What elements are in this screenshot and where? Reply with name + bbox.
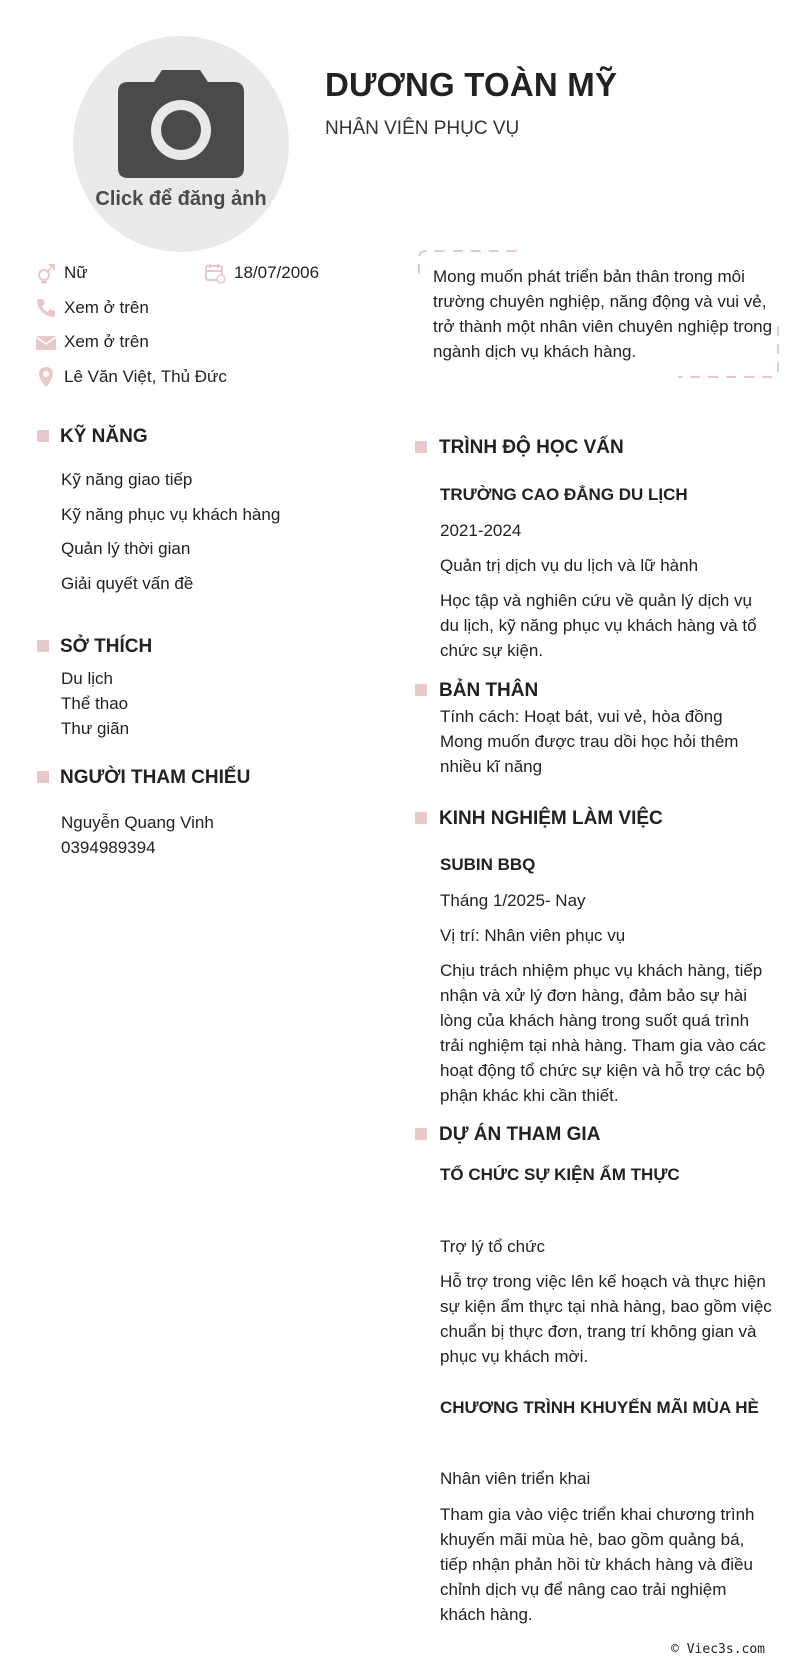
reference-phone: 0394989394 (61, 838, 156, 857)
hobby-item: Thư giãn (61, 719, 130, 738)
camera-icon (116, 68, 246, 180)
reference-name: Nguyễn Quang Vinh (61, 813, 214, 832)
education-title: TRÌNH ĐỘ HỌC VẤN (439, 437, 624, 458)
education-school: TRƯỜNG CAO ĐẲNG DU LỊCH (440, 485, 688, 504)
project-description: Tham gia vào việc triển khai chương trình khuyến mãi mùa hè, bao gồm quảng bá, tiếp nhận phản hồi từ khách hàng và điều chỉnh dịch vụ để nâng cao trải nghiệm khách hàng. (440, 1505, 755, 1624)
experience-period: Tháng 1/2025- Nay (440, 891, 586, 910)
references-marker (37, 771, 49, 783)
skill-item: Quản lý thời gian (61, 539, 191, 558)
birthday-value: 18/07/2006 (234, 263, 320, 282)
personal-marker (415, 684, 427, 696)
experience-title: KINH NGHIỆM LÀM VIỆC (439, 808, 663, 829)
phone-icon (35, 297, 57, 319)
education-description: Học tập và nghiên cứu về quản lý dịch vụ du lịch, kỹ năng phục vụ khách hàng và tổ chức sự kiện. (440, 591, 757, 660)
hobbies-title: SỞ THÍCH (60, 636, 153, 657)
education-marker (415, 441, 427, 453)
hobby-item: Du lịch (61, 669, 113, 688)
candidate-name: DƯƠNG TOÀN MỸ (325, 66, 618, 103)
watermark-footer: © Viec3s.com (671, 1642, 765, 1657)
career-objective (418, 250, 780, 378)
phone-value: Xem ở trên (64, 298, 149, 317)
projects-marker (415, 1128, 427, 1140)
experience-description: Chịu trách nhiệm phục vụ khách hàng, tiếp nhận và xử lý đơn hàng, đảm bảo sự hài lòng của khách hàng trong suốt quá trình trải nghiệm tại nhà hàng. Tham gia vào các hoạt động tổ chức sự kiện và hỗ trợ các bộ phận khác khi cần thiết. (440, 961, 766, 1105)
hobby-item: Thể thao (61, 694, 129, 713)
personal-title: BẢN THÂN (439, 680, 539, 701)
location-icon (35, 366, 57, 388)
skills-title: KỸ NĂNG (60, 426, 148, 447)
objective-text: Mong muốn phát triển bản thân trong môi trường chuyên nghiệp, năng động và vui vẻ, trở thành một nhân viên chuyên nghiệp trong ngành dịch vụ khách hàng. (433, 267, 773, 361)
email-value: Xem ở trên (64, 332, 149, 351)
gender-value: Nữ (64, 263, 88, 282)
email-icon (35, 332, 57, 354)
projects-title: DỰ ÁN THAM GIA (439, 1124, 601, 1145)
education-major: Quản trị dịch vụ du lịch và lữ hành (440, 556, 699, 575)
skill-item: Kỹ năng giao tiếp (61, 470, 193, 489)
calendar-icon (204, 262, 226, 284)
project-role: Trợ lý tổ chức (440, 1237, 546, 1256)
address-value: Lê Văn Việt, Thủ Đức (64, 367, 227, 386)
hobbies-marker (37, 640, 49, 652)
avatar-upload[interactable] (73, 36, 289, 252)
project-name: CHƯƠNG TRÌNH KHUYẾN MÃI MÙA HÈ (440, 1398, 759, 1417)
education-period: 2021-2024 (440, 521, 522, 540)
references-title: NGƯỜI THAM CHIẾU (60, 767, 251, 788)
experience-marker (415, 812, 427, 824)
skills-marker (37, 430, 49, 442)
experience-company: SUBIN BBQ (440, 855, 536, 874)
skill-item: Kỹ năng phục vụ khách hàng (61, 505, 281, 524)
skill-item: Giải quyết vấn đề (61, 574, 194, 593)
project-description: Hỗ trợ trong việc lên kế hoạch và thực hiện sự kiện ẩm thực tại nhà hàng, bao gồm việc chuẩn bị thực đơn, trang trí không gian và phục vụ khách mời. (440, 1272, 772, 1366)
candidate-position: NHÂN VIÊN PHỤC VỤ (325, 118, 520, 139)
project-role: Nhân viên triển khai (440, 1469, 591, 1488)
personal-line: Mong muốn được trau dồi học hỏi thêm nhiều kĩ năng (440, 732, 739, 776)
avatar-label: Click để đăng ảnh (95, 188, 267, 210)
personal-line: Tính cách: Hoạt bát, vui vẻ, hòa đồng (440, 707, 723, 726)
experience-role: Vị trí: Nhân viên phục vụ (440, 926, 626, 945)
project-name: TỔ CHỨC SỰ KIỆN ẨM THỰC (440, 1165, 680, 1184)
gender-icon (35, 262, 57, 284)
